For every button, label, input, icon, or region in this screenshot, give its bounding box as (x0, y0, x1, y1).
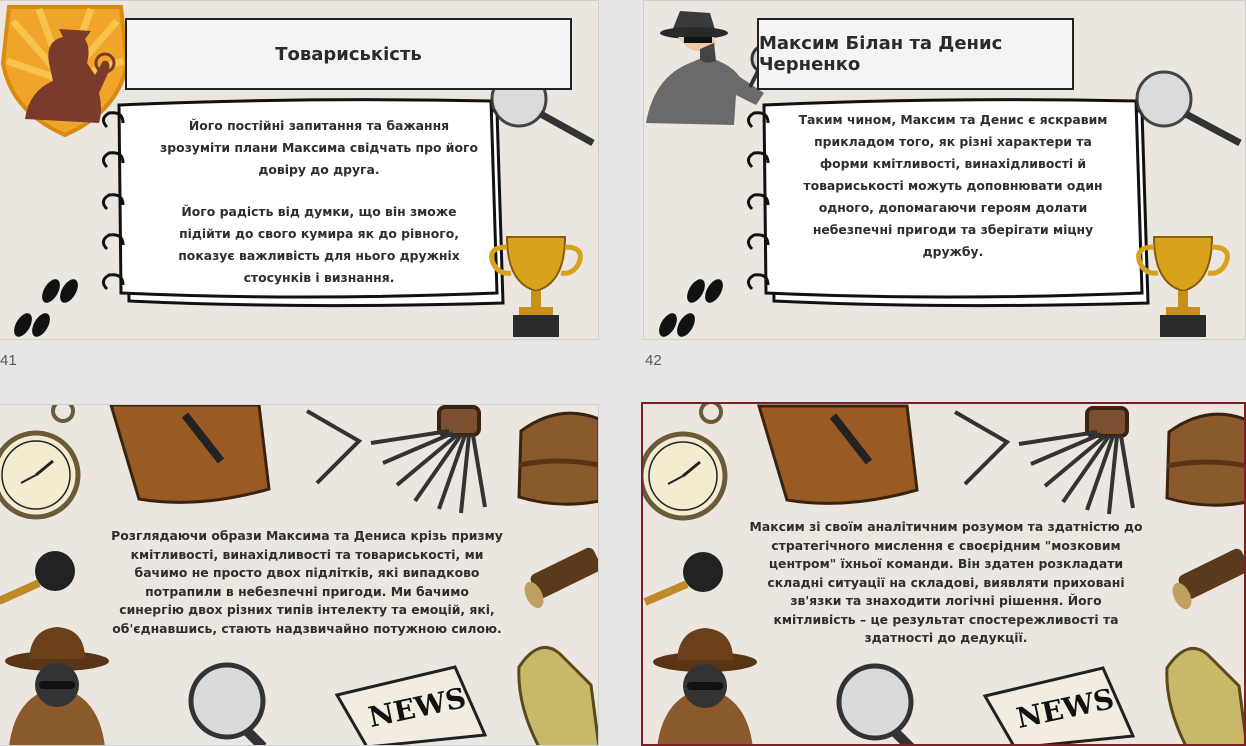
newspaper-icon (337, 667, 485, 746)
body-paragraph-1: Його постійні запитання та бажання зрозуміти плани Максима свідчать про його довіру до друга. (160, 118, 478, 177)
slide-body: Розглядаючи образи Максима та Дениса крізь призму кмітливості, винахідливості та товариськості, ми бачимо не просто двох підлітків, які випадково потрапили в небезпечні пригоди. Ми бачимо синергію двох різних типів інтелекту та емоцій, які, об'єднавшись, стають надзвичайно потужною силою. (111, 528, 503, 636)
magnifier-icon (191, 665, 263, 746)
body-paragraph-2: Його радість від думки, що він зможе підійти до свого кумира як до рівного, показує важливість для нього дружніх стосунків і визнання. (178, 204, 460, 285)
slide-body (157, 115, 481, 309)
lockpick-keys-icon (955, 408, 1133, 514)
body-paragraph-1: Таким чином, Максим та Денис є яскравим прикладом того, як різні характери та форми кмітливості, винахідливості й товариськості можуть доповнювати один одного, допомагаючи героям долати небезпечні пригоди та зберігати міцну дружбу. (798, 112, 1108, 259)
glove-icon (519, 647, 599, 746)
slide-thumbnail-42[interactable] (643, 0, 1246, 340)
pocket-watch-icon (643, 404, 725, 518)
flashlight-icon (521, 546, 599, 611)
lockpick-keys-icon (307, 407, 485, 513)
slide-body (798, 109, 1108, 283)
newspaper-title: NEWS (365, 681, 469, 734)
magnifier-icon (839, 666, 911, 746)
slide-title: Товариськість (125, 18, 572, 90)
notebook-pen-icon (111, 405, 269, 502)
slide-thumbnail-41[interactable] (0, 0, 599, 340)
magnifier-icon (1137, 72, 1240, 143)
detective-badge-icon (3, 7, 127, 135)
glove-icon (1167, 648, 1246, 746)
newspaper-title: NEWS (1013, 682, 1117, 735)
brush-icon (0, 551, 75, 601)
slide-thumbnail-43[interactable] (0, 404, 599, 746)
trophy-icon (1139, 237, 1228, 337)
detective-hat-icon (1167, 414, 1246, 505)
brush-icon (645, 552, 723, 602)
flashlight-icon (1169, 547, 1246, 612)
spy-figure-icon (5, 627, 109, 746)
slide-number-42: 42 (645, 352, 662, 369)
detective-hat-icon (519, 413, 599, 504)
footprints-icon (10, 276, 81, 340)
trophy-icon (492, 237, 581, 337)
newspaper-icon (985, 668, 1133, 746)
slide-body: Максим зі своїм аналітичним розумом та здатністю до стратегічного мислення є своєрідним "мозковим центром" їхньої команди. Він здатен розкладати складні ситуації на складові, виявляти приховані зв'язки та знаходити логічні рішення. Його кмітливість – це результат спостережливості та здатності до дедукції. (749, 519, 1143, 645)
pocket-watch-icon (0, 405, 78, 517)
slide-title: Максим Білан та Денис Черненко (757, 18, 1074, 90)
slide-number-41: 41 (0, 352, 17, 369)
slide-thumbnail-44[interactable] (641, 402, 1246, 746)
spy-figure-icon (653, 628, 757, 746)
notebook-pen-icon (759, 406, 917, 503)
footprints-icon (655, 276, 726, 340)
